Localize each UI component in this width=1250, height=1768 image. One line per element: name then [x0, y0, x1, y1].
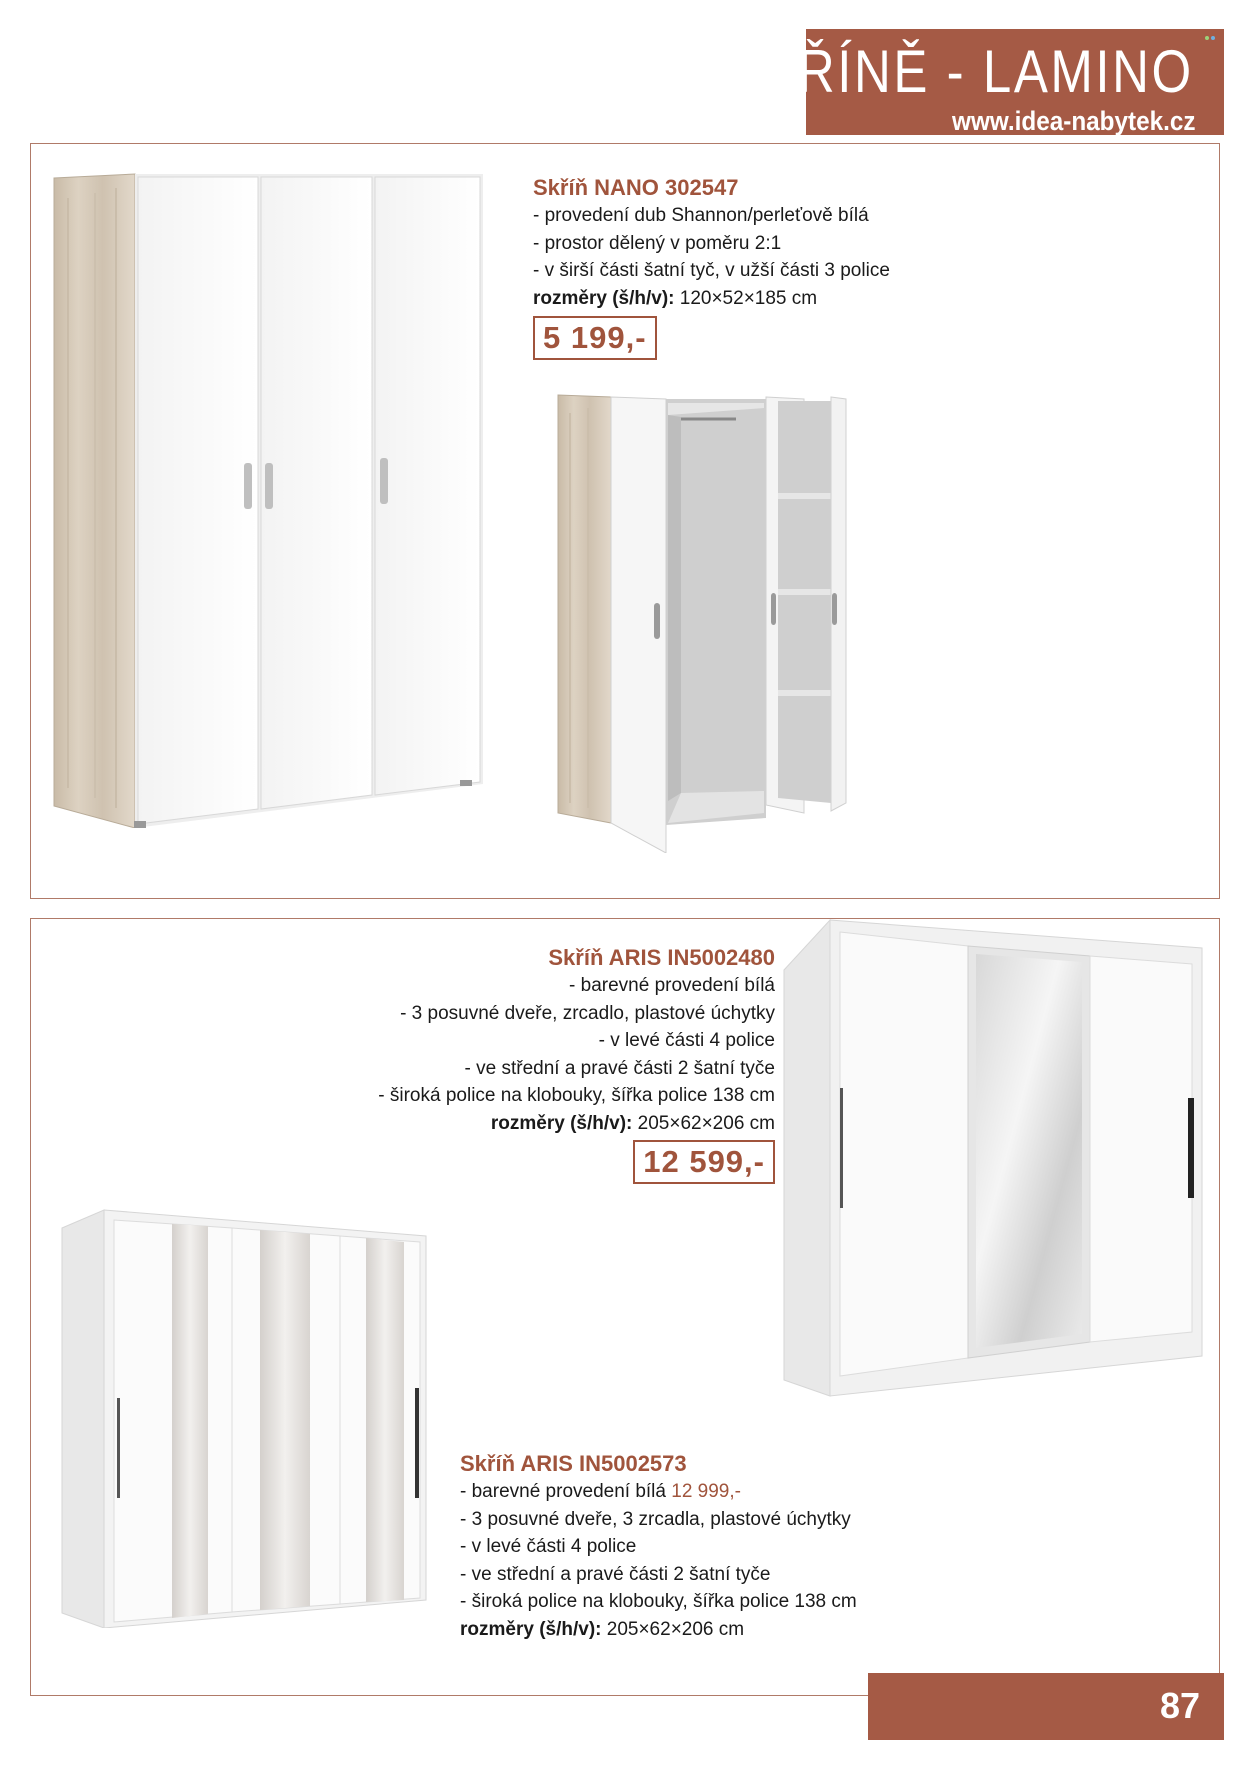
product-dimensions	[460, 1616, 857, 1644]
product-feature: - prostor dělený v poměru 2:1	[533, 232, 782, 254]
product-feature: - ve střední a pravé části 2 šatní tyče	[460, 1563, 771, 1585]
wardrobe-nano-closed-image	[50, 168, 490, 828]
dimensions-label: rozměry (š/h/v):	[533, 287, 675, 309]
product-title: Skříň ARIS IN5002480	[548, 945, 775, 970]
product-feature: - provedení dub Shannon/perleťově bílá	[533, 205, 869, 226]
feature-text: - barevné provedení bílá	[460, 1481, 672, 1502]
product-feature: - v širší části šatní tyč, v užší části 3 police	[533, 260, 890, 281]
product-dimensions	[533, 285, 890, 313]
wardrobe-nano-open-image	[556, 393, 856, 853]
logo-mark-icon	[1204, 35, 1216, 41]
price-tag-nano: 5 199,-	[533, 316, 657, 360]
wardrobe-aris-2573-image	[60, 1208, 430, 1628]
product-dimensions	[378, 1110, 775, 1138]
wardrobe-aris-2480-image	[782, 918, 1212, 1398]
product-text-nano	[533, 174, 890, 312]
dimensions-label: rozměry (š/h/v):	[490, 1112, 633, 1134]
website-url[interactable]: www.idea-nabytek.cz	[952, 106, 1196, 136]
inline-price: 12 999,-	[671, 1481, 741, 1502]
product-feature: - v levé části 4 police	[598, 1030, 775, 1051]
dimensions-value: 205×62×206 cm	[601, 1618, 745, 1640]
product-feature: - ve střední a pravé části 2 šatní tyče	[464, 1057, 775, 1079]
dimensions-value: 205×62×206 cm	[632, 1112, 775, 1134]
product-feature: - v levé části 4 police	[460, 1536, 637, 1557]
product-text-aris-2480	[378, 944, 775, 1137]
product-title: Skříň ARIS IN5002573	[460, 1451, 687, 1476]
product-feature	[460, 1478, 857, 1506]
product-feature: - široká police na klobouky, šířka police 138 cm	[378, 1085, 775, 1106]
product-text-aris-2573	[460, 1450, 857, 1643]
page-number-box	[868, 1673, 1224, 1740]
product-feature: - barevné provedení bílá	[569, 975, 775, 996]
price-tag-aris-2480: 12 599,-	[633, 1140, 775, 1184]
dimensions-label: rozměry (š/h/v):	[460, 1618, 602, 1640]
product-feature: - 3 posuvné dveře, 3 zrcadla, plastové úchytky	[460, 1508, 851, 1530]
page-header	[725, 29, 1224, 136]
page-number: 87	[1159, 1685, 1200, 1726]
product-title: Skříň NANO 302547	[533, 175, 739, 200]
page-title: SKŘÍNĚ - LAMINO	[725, 38, 1194, 105]
product-feature: - 3 posuvné dveře, zrcadlo, plastové úchytky	[400, 1002, 775, 1024]
product-feature: - široká police na klobouky, šířka police 138 cm	[460, 1591, 857, 1612]
dimensions-value: 120×52×185 cm	[674, 287, 818, 309]
